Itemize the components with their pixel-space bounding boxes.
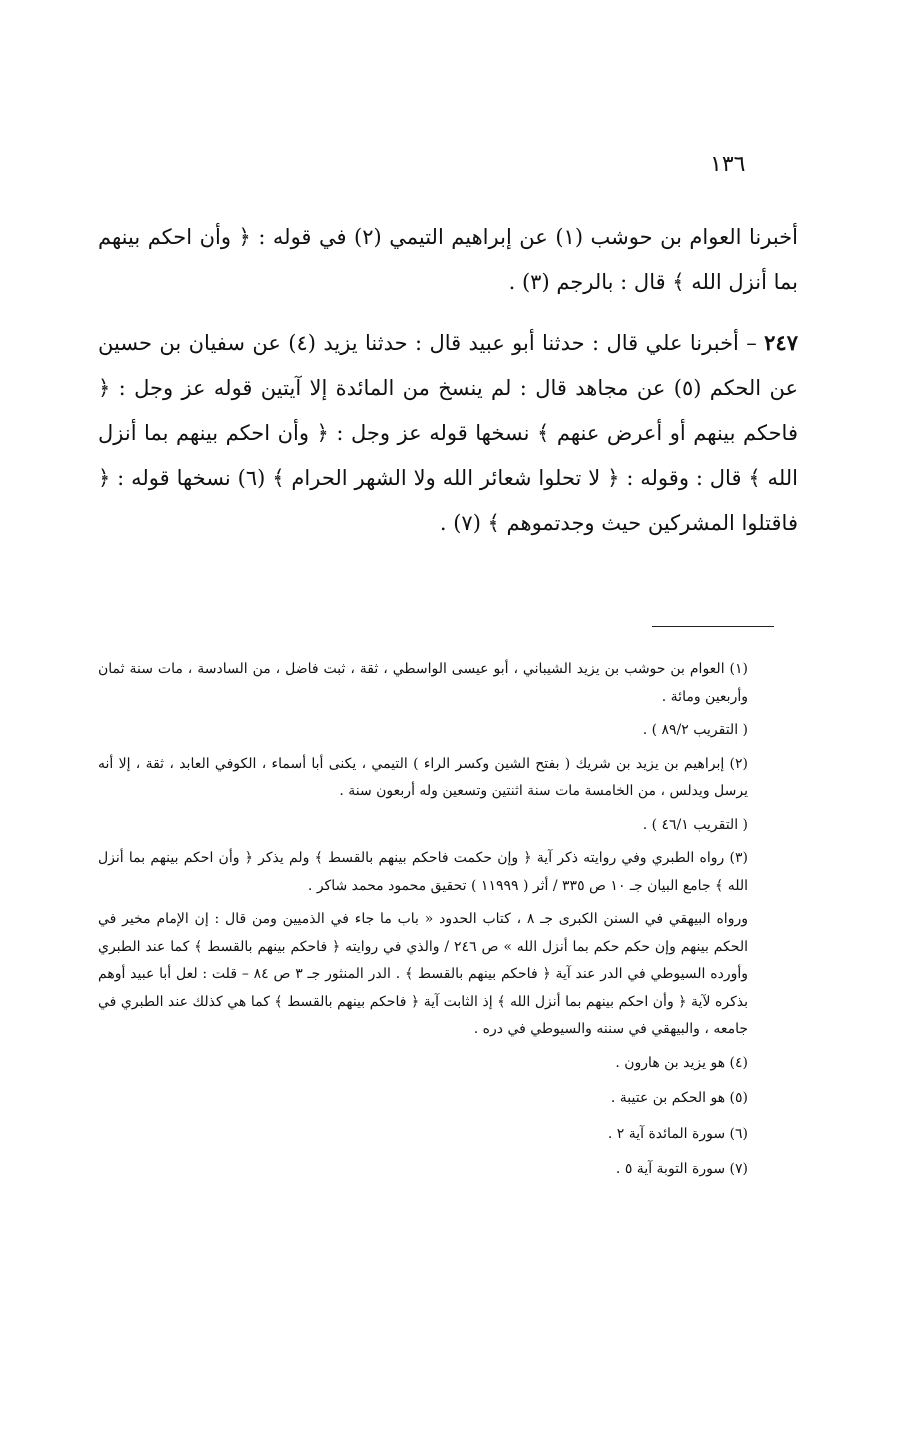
footnote-5: (٥) هو الحكم بن عتيبة . — [610, 1090, 748, 1106]
footnote-3: (٣) رواه الطبري وفي روايته ذكر آية ﴿ وإن حكمت فاحكم بينهم بالقسط ﴾ ولم يذكر ﴿ وأن احكم بينهم بما أنزل الله ﴾ جامع البيان جـ ١٠ ص ٣٣٥ / أثر ( ١١٩٩٩ ) تحقيق محمود محمد شاكر . — [98, 850, 748, 894]
footnote-3-continuation: ورواه البيهقي في السنن الكبرى جـ ٨ ، كتاب الحدود « باب ما جاء في الذميين ومن قال : إن الإمام مخير في الحكم بينهم وإن حكم حكم بما أنزل الله » ص ٢٤٦ / والذي في روايته ﴿ فاحكم بينهم بالقسط ﴾ كما عند الطبري وأورده السيوطي في الدر عند آية ﴿ فاحكم بينهم بالقسط ﴾ . الدر المنثور جـ ٣ ص ٨٤ – قلت : لعل أبا عبيد أوهم بذكره لآية ﴿ وأن احكم بينهم بما أنزل الله ﴾ إذ الثابت آية ﴿ فاحكم بينهم بالقسط ﴾ كما هي كذلك عند الطبري في جامعه ، والبيهقي في سننه والسيوطي في دره . — [98, 911, 748, 1037]
footnote-6: (٦) سورة المائدة آية ٢ . — [607, 1125, 748, 1142]
footnote-2: (٢) إبراهيم بن يزيد بن شريك ( بفتح الشين وكسر الراء ) التيمي ، يكنى أبا أسماء ، الكوفي العابد ، ثقة ، إلا أنه يرسل ويدلس ، من الخامسة مات سنة اثنتين وتسعين وله أربعون سنة . — [98, 755, 748, 799]
paragraph-247 — [98, 320, 798, 546]
paragraph-247-text: – أخبرنا علي قال : حدثنا أبو عبيد قال : حدثنا يزيد (٤) عن سفيان بن حسين عن الحكم (٥) عن مجاهد قال : لم ينسخ من المائدة إلا آيتين قوله عز وجل : ﴿ فاحكم بينهم أو أعرض عنهم ﴾ نسخها قوله عز وجل : ﴿ وأن احكم بينهم بما أنزل الله ﴾ قال : وقوله : ﴿ لا تحلوا شعائر الله ولا الشهر الحرام ﴾ (٦) نسخها قوله : ﴿ فاقتلوا المشركين حيث وجدتموهم ﴾ (٧) . — [98, 331, 799, 535]
footnotes — [98, 656, 803, 1192]
footnote-4: (٤) هو يزيد بن هارون . — [615, 1054, 748, 1071]
main-text — [98, 215, 798, 561]
footnote-1: (١) العوام بن حوشب بن يزيد الشيباني ، أبو عيسى الواسطي ، ثقة ، ثبت فاضل ، من السادسة ، مات سنة ثمان وأربعين ومائة . — [98, 661, 748, 705]
page-number: ١٣٦ — [710, 152, 746, 177]
footnote-divider — [652, 626, 774, 627]
footnote-1-reference: ( التقريب ٨٩/٢ ) . — [642, 722, 748, 738]
hadith-number: ٢٤٧ — [764, 330, 798, 355]
paragraph-1-text: أخبرنا العوام بن حوشب (١) عن إبراهيم التيمي (٢) في قوله : ﴿ وأن احكم بينهم بما أنزل الله ﴾ قال : بالرجم (٣) . — [98, 225, 798, 294]
footnote-2-reference: ( التقريب ٤٦/١ ) . — [642, 816, 748, 833]
paragraph-1 — [98, 215, 798, 305]
footnote-7: (٧) سورة التوبة آية ٥ . — [615, 1161, 748, 1177]
